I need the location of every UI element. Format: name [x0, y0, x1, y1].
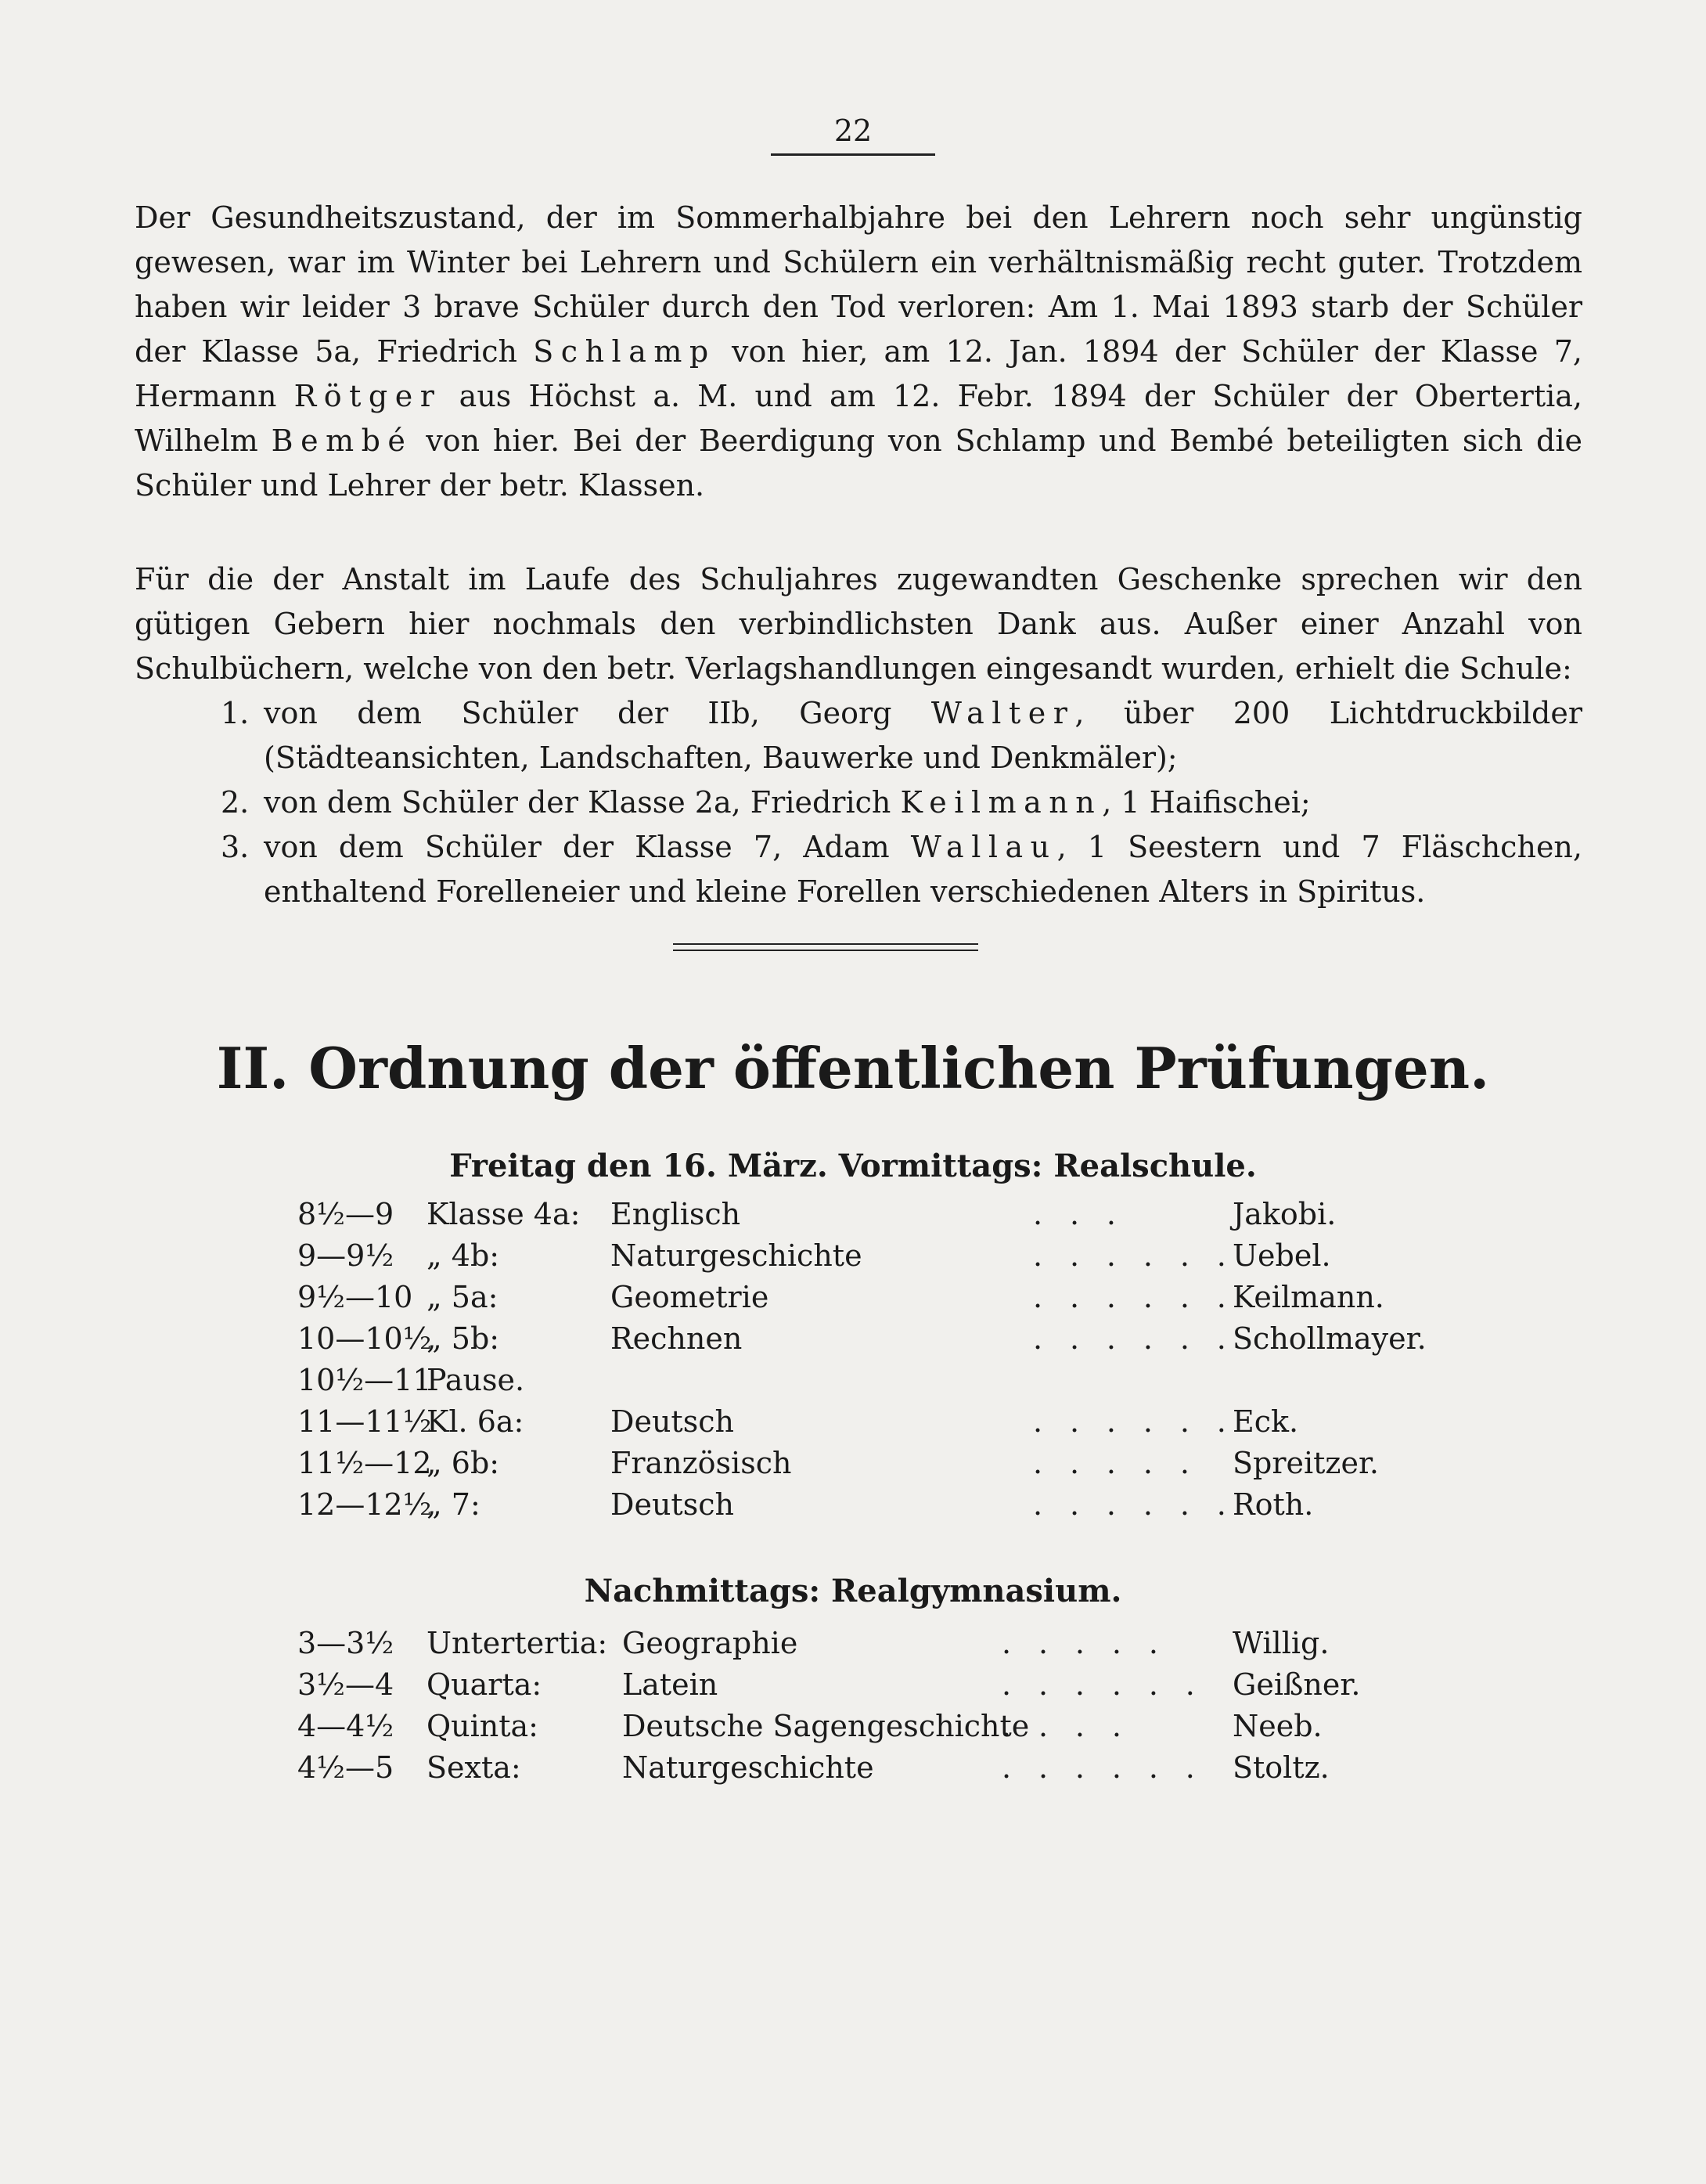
afternoon-heading: Nachmittags: Realgymnasium.	[584, 1573, 1122, 1609]
class: „ 6b:	[426, 1446, 500, 1480]
gifts-paragraph: Für die der Anstalt im Laufe des Schuljahres zugewandten Geschenke sprechen wir den gütigen Gebern hier nochmals den verbindlichsten Dank aus. Außer einer Anzahl von Schulbüchern, welche von den betr. Verlagshandlungen eingesandt wurden, erhielt die Schule:	[135, 562, 1582, 686]
schedule-row-pause	[297, 1360, 1338, 1401]
teacher: Jakobi.	[1233, 1197, 1337, 1231]
list-item	[135, 691, 1582, 780]
teacher: Geißner.	[1233, 1667, 1361, 1702]
time: 4—4½	[297, 1709, 394, 1743]
subject: Deutsche Sagengeschichte	[622, 1709, 1030, 1743]
class: Klasse 4a:	[426, 1197, 581, 1231]
leader-dots: . . . . . .	[1033, 1238, 1236, 1273]
teacher: Stoltz.	[1233, 1750, 1330, 1785]
teacher: Willig.	[1233, 1626, 1330, 1660]
morning-heading: Freitag den 16. März. Vormittags: Realschule.	[449, 1148, 1257, 1184]
schedule-row	[297, 1235, 1338, 1277]
list-item-text: , über 200 Lichtdruckbilder (Städteansichten, Landschaften, Bauwerke und Denkmäler);	[264, 696, 1582, 775]
pause-label: Pause.	[426, 1363, 525, 1397]
health-text-2: von hier, am 12. Jan. 1894 der Schüler der Klasse 7, Hermann	[135, 334, 1582, 413]
list-item-text: von dem Schüler der Klasse 2a, Friedrich	[264, 785, 901, 820]
class: Quinta:	[426, 1709, 538, 1743]
list-item-number: 1.	[221, 696, 250, 730]
list-item	[135, 780, 1582, 825]
leader-dots: . . . . . .	[1033, 1280, 1236, 1314]
time: 10—10½	[297, 1321, 432, 1356]
health-paragraph	[135, 196, 1582, 508]
leader-dots: . . . .	[1002, 1709, 1131, 1743]
teacher: Roth.	[1233, 1487, 1314, 1522]
list-item-number: 3.	[221, 830, 250, 864]
subject: Geometrie	[610, 1280, 769, 1314]
schedule-row	[297, 1664, 1361, 1706]
teacher: Spreitzer.	[1233, 1446, 1380, 1480]
leader-dots: . . . . . .	[1033, 1487, 1236, 1522]
health-text-3: aus Höchst a. M. und am 12. Febr. 1894 der Schüler der Obertertia, Wilhelm	[135, 379, 1582, 458]
teacher: Keilmann.	[1233, 1280, 1384, 1314]
time: 12—12½	[297, 1487, 432, 1522]
time: 4½—5	[297, 1750, 394, 1785]
teacher: Uebel.	[1233, 1238, 1331, 1273]
time: 10½—11	[297, 1363, 432, 1397]
list-item	[135, 825, 1582, 914]
class: Sexta:	[426, 1750, 521, 1785]
teacher: Schollmayer.	[1233, 1321, 1427, 1356]
subject: Naturgeschichte	[610, 1238, 862, 1273]
list-item-text: , 1 Seestern und 7 Fläschchen, enthaltend Forelleneier und kleine Forellen verschiedenen Alters in Spiritus.	[264, 830, 1582, 909]
list-item-number: 2.	[221, 785, 250, 820]
class: Kl. 6a:	[426, 1404, 524, 1439]
time: 8½—9	[297, 1197, 394, 1231]
list-item-text: von dem Schüler der IIb, Georg	[264, 696, 931, 730]
spaced-name-schlamp: Schlamp	[533, 334, 716, 369]
subject: Englisch	[610, 1197, 741, 1231]
subject: Rechnen	[610, 1321, 743, 1356]
time: 3—3½	[297, 1626, 394, 1660]
subject: Deutsch	[610, 1404, 734, 1439]
schedule-row	[297, 1706, 1338, 1747]
list-item-text: , 1 Haifischei;	[1102, 785, 1311, 820]
teacher: Neeb.	[1233, 1709, 1323, 1743]
time: 9½—10	[297, 1280, 413, 1314]
schedule-row	[297, 1747, 1338, 1789]
time: 11½—12	[297, 1446, 432, 1480]
gifts-list	[135, 691, 1582, 914]
afternoon-schedule	[297, 1623, 1361, 1789]
schedule-row	[297, 1484, 1338, 1526]
page-number-rule	[771, 153, 935, 156]
schedule-row	[297, 1623, 1338, 1664]
leader-dots: . . . . . .	[1033, 1321, 1236, 1356]
spaced-name: Wallau	[910, 830, 1057, 864]
leader-dots: . . . . .	[1002, 1626, 1168, 1660]
page-number: 22	[833, 114, 873, 148]
class: „ 5a:	[426, 1280, 498, 1314]
class: „ 7:	[426, 1487, 480, 1522]
time: 3½—4	[297, 1667, 394, 1702]
schedule-row	[297, 1194, 1338, 1235]
spaced-name: Keilmann	[900, 785, 1103, 820]
leader-dots: . . .	[1033, 1197, 1125, 1231]
time: 11—11½	[297, 1404, 432, 1439]
leader-dots: . . . . . .	[1002, 1750, 1204, 1785]
list-item-text: von dem Schüler der Klasse 7, Adam	[264, 830, 911, 864]
schedule-row	[297, 1401, 1338, 1443]
schedule-row	[297, 1318, 1427, 1360]
teacher: Eck.	[1233, 1404, 1299, 1439]
class: Untertertia:	[426, 1626, 608, 1660]
subject: Latein	[622, 1667, 718, 1702]
schedule-row	[297, 1277, 1384, 1318]
class: „ 4b:	[426, 1238, 500, 1273]
leader-dots: . . . . . .	[1033, 1404, 1236, 1439]
spaced-name-roetger: Rötger	[293, 379, 442, 413]
health-text-1: Der Gesundheitszustand, der im Sommerhalbjahre bei den Lehrern noch sehr ungünstig gewesen, war im Winter bei Lehrern und Schülern ein verhältnismäßig recht guter. Trotzdem haben wir leider 3 brave Schüler durch den Tod verloren: Am 1. Mai 1893 starb der Schüler der Klasse 5a, Friedrich	[135, 200, 1582, 369]
time: 9—9½	[297, 1238, 394, 1273]
leader-dots: . . . . . .	[1002, 1667, 1204, 1702]
section-title: II. Ordnung der öffentlichen Prüfungen.	[216, 1035, 1490, 1101]
morning-schedule	[297, 1194, 1427, 1526]
class: Quarta:	[426, 1667, 542, 1702]
health-text-4: von hier. Bei der Beerdigung von Schlamp und Bembé beteiligten sich die Schüler und Lehrer der betr. Klassen.	[135, 423, 1582, 503]
leader-dots: . . . . .	[1033, 1446, 1199, 1480]
subject: Französisch	[610, 1446, 792, 1480]
class: „ 5b:	[426, 1321, 500, 1356]
subject: Geographie	[622, 1626, 798, 1660]
spaced-name-bembe: Bembé	[271, 423, 413, 458]
subject: Deutsch	[610, 1487, 734, 1522]
schedule-row	[297, 1443, 1380, 1484]
double-rule-divider	[673, 943, 978, 951]
subject: Naturgeschichte	[622, 1750, 874, 1785]
spaced-name: Walter	[930, 696, 1075, 730]
